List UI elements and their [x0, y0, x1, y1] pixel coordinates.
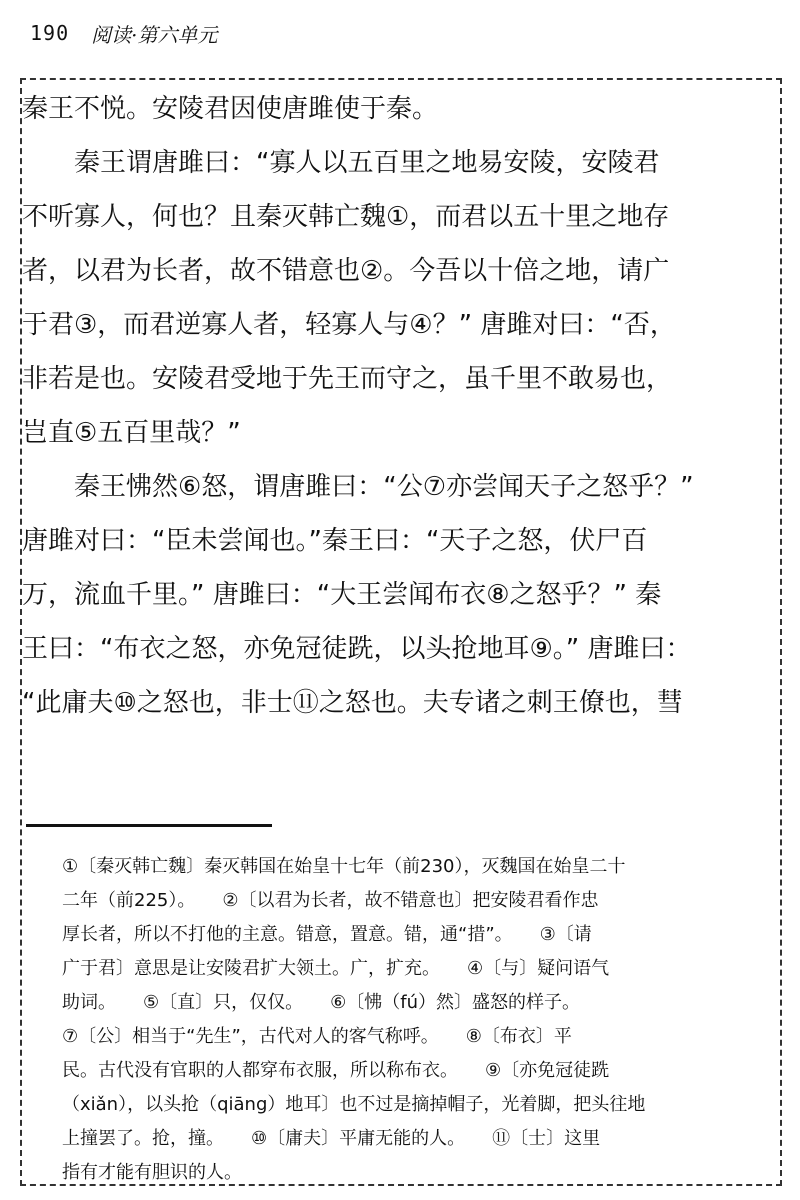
section-title: 阅读·第六单元 — [91, 22, 218, 47]
page-number: 190 — [30, 21, 70, 45]
text-line: 非若是也。安陵君受地于先王而守之，虽千里不敢易也， — [22, 364, 673, 394]
text-line: 唐雎对曰：“臣未尝闻也。”秦王曰：“天子之怒，伏尸百 — [22, 526, 648, 556]
footnote-line: （xiǎn），以头抢（qiāng）地耳〕也不过是摘掉帽子，光着脚，把头往地 — [62, 1094, 646, 1115]
footnote-line: 厚长者，所以不打他的主意。错意，置意。错，通“措”。 ③〔请 — [62, 924, 592, 945]
text-line: 秦王不悦。安陵君因使唐雎使于秦。 — [22, 94, 439, 124]
text-line: 者，以君为长者，故不错意也②。今吾以十倍之地，请广 — [22, 256, 670, 286]
footnote-line: 广于君〕意思是让安陵君扩大领土。广，扩充。 ④〔与〕疑问语气 — [62, 958, 610, 979]
text-line: 万，流血千里。” 唐雎曰：“大王尝闻布衣⑧之怒乎？” 秦 — [22, 580, 662, 610]
footnote-line: ①〔秦灭韩亡魏〕秦灭韩国在始皇十七年（前230），灭魏国在始皇二十 — [62, 856, 626, 877]
footnote-line: 上撞罢了。抢，撞。 ⑩〔庸夫〕平庸无能的人。 ⑪〔士〕这里 — [62, 1128, 601, 1149]
footnote-divider — [26, 824, 272, 827]
text-line: 不听寡人，何也？且秦灭韩亡魏①，而君以五十里之地存 — [22, 202, 670, 232]
text-line: 秦王怫然⑥怒，谓唐雎曰：“公⑦亦尝闻天子之怒乎？” — [22, 472, 694, 502]
page-header — [30, 18, 217, 48]
footnote-line: 民。古代没有官职的人都穿布衣服，所以称布衣。 ⑨〔亦免冠徒跣 — [62, 1060, 610, 1081]
footnotes — [62, 850, 780, 1190]
text-line: 于君③，而君逆寡人者，轻寡人与④？” 唐雎对曰：“否， — [22, 310, 676, 340]
text-line: 秦王谓唐雎曰：“寡人以五百里之地易安陵，安陵君 — [22, 148, 660, 178]
footnote-line: ⑦〔公〕相当于“先生”，古代对人的客气称呼。 ⑧〔布衣〕平 — [62, 1026, 572, 1047]
text-line: 岂直⑤五百里哉？” — [22, 418, 241, 448]
text-line: 王曰：“布衣之怒，亦免冠徒跣，以头抢地耳⑨。” 唐雎曰： — [22, 634, 692, 664]
main-text — [22, 82, 780, 730]
footnote-line: 二年（前225）。 ②〔以君为长者，故不错意也〕把安陵君看作忠 — [62, 890, 599, 911]
text-line: “此庸夫⑩之怒也，非士⑪之怒也。夫专诸之刺王僚也，彗 — [22, 688, 683, 718]
footnote-line: 指有才能有胆识的人。 — [62, 1162, 242, 1183]
footnote-line: 助词。 ⑤〔直〕只，仅仅。 ⑥〔怫（fú）然〕盛怒的样子。 — [62, 992, 581, 1013]
